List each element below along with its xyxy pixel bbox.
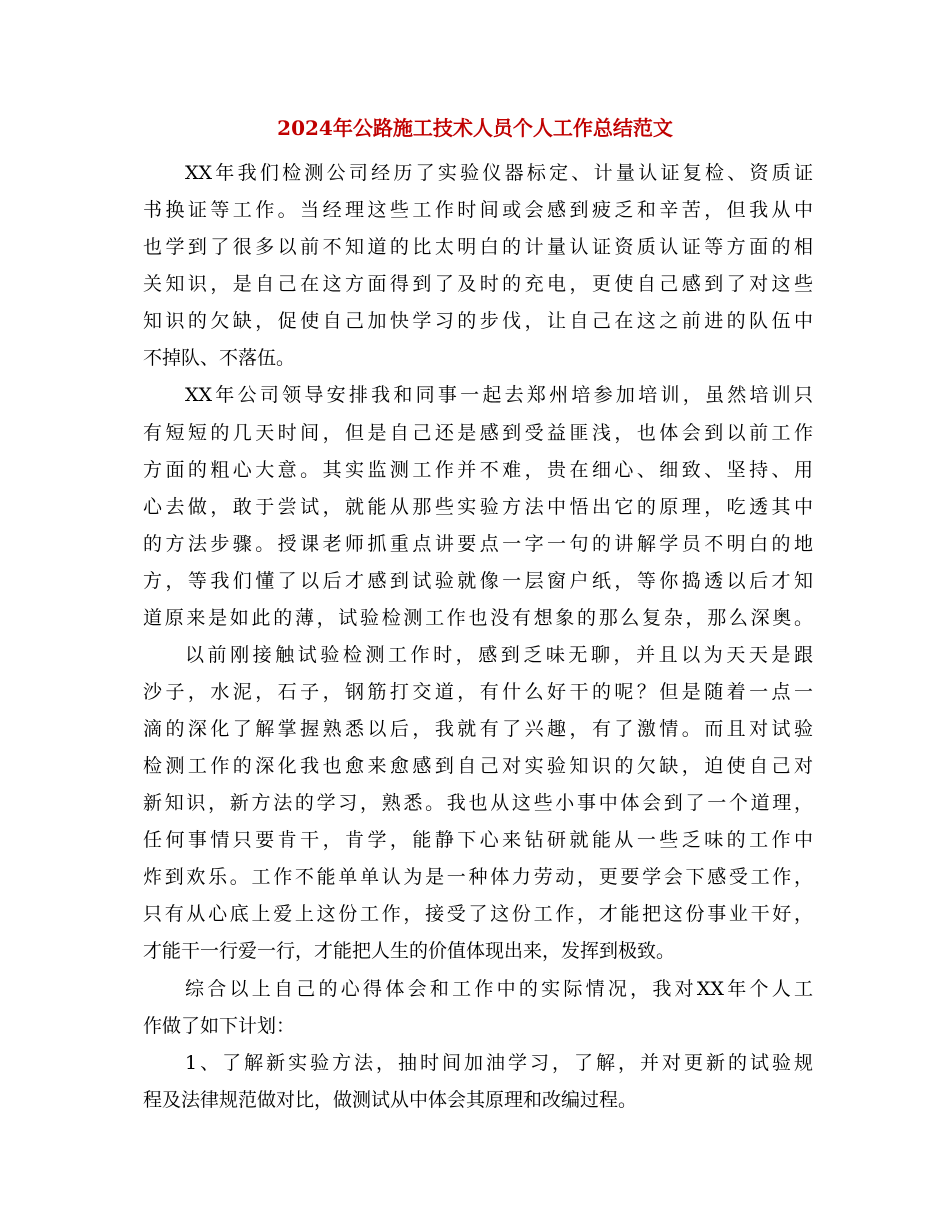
paragraph-line: 1、了解新实验方法，抽时间加油学习，了解，并对更新的试验规	[185, 1052, 813, 1074]
paragraph-line: 心去做，敢于尝试，就能从那些实验方法中悟出它的原理，吃透其中	[143, 496, 813, 518]
paragraph-line: 滴的深化了解掌握熟悉以后，我就有了兴趣，有了激情。而且对试验	[143, 718, 813, 740]
paragraph-line: 有短短的几天时间，但是自己还是感到受益匪浅，也体会到以前工作	[143, 422, 813, 444]
paragraph-line: 知识的欠缺，促使自己加快学习的步伐，让自己在这之前进的队伍中	[143, 310, 813, 332]
paragraph-line: 检测工作的深化我也愈来愈感到自己对实验知识的欠缺，迫使自己对	[143, 755, 813, 777]
paragraph-line: 关知识，是自己在这方面得到了及时的充电，更使自己感到了对这些	[143, 273, 813, 295]
paragraph-line: 方，等我们懂了以后才感到试验就像一层窗户纸，等你捣透以后才知	[143, 570, 813, 592]
paragraph-line: 也学到了很多以前不知道的比太明白的计量认证资质认证等方面的相	[143, 236, 813, 258]
paragraph-line: 程及法律规范做对比，做测试从中体会其原理和改编过程。	[143, 1089, 638, 1111]
paragraph-line: 方面的粗心大意。其实监测工作并不难，贵在细心、细致、坚持、用	[143, 459, 813, 481]
paragraph-line: 不掉队、不落伍。	[143, 347, 296, 369]
paragraph-line: 新知识，新方法的学习，熟悉。我也从这些小事中体会到了一个道理，	[143, 792, 813, 814]
paragraph-line: 的方法步骤。授课老师抓重点讲要点一字一句的讲解学员不明白的地	[143, 533, 813, 555]
paragraph-line: 炸到欢乐。工作不能单单认为是一种体力劳动，更要学会下感受工作，	[143, 866, 813, 888]
paragraph-line: 任何事情只要肯干，肯学，能静下心来钻研就能从一些乏味的工作中	[143, 829, 813, 851]
paragraph-line: 综合以上自己的心得体会和工作中的实际情况，我对XX年个人工	[185, 978, 813, 1000]
paragraph-line: 道原来是如此的薄，试验检测工作也没有想象的那么复杂，那么深奥。	[143, 607, 813, 629]
document-title: 2024年公路施工技术人员个人工作总结范文	[277, 116, 673, 140]
paragraph-line: 书换证等工作。当经理这些工作时间或会感到疲乏和辛苦，但我从中	[143, 199, 813, 221]
paragraph-line: XX年我们检测公司经历了实验仪器标定、计量认证复检、资质证	[185, 162, 813, 184]
paragraph-line: 沙子，水泥，石子，钢筋打交道，有什么好干的呢？但是随着一点一	[143, 681, 813, 703]
paragraph-line: 作做了如下计划：	[143, 1015, 296, 1037]
paragraph-line: 以前刚接触试验检测工作时，感到乏味无聊，并且以为天天是跟	[185, 644, 813, 666]
paragraph-line: 只有从心底上爱上这份工作，接受了这份工作，才能把这份事业干好，	[143, 903, 813, 925]
paragraph-line: 才能干一行爱一行，才能把人生的价值体现出来，发挥到极致。	[143, 940, 676, 962]
paragraph-line: XX年公司领导安排我和同事一起去郑州培参加培训，虽然培训只	[185, 384, 813, 406]
